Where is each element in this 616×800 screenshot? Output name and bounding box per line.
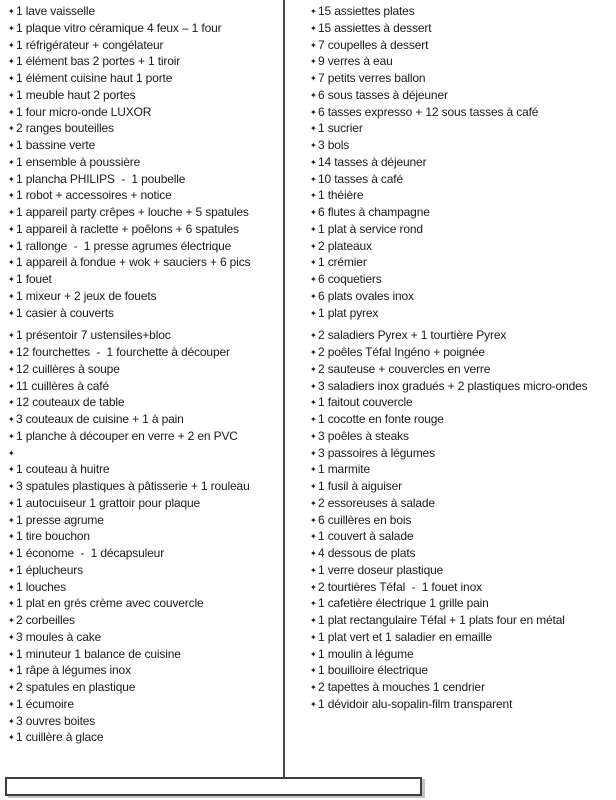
item-text: 1 plat vert et 1 saladier en emaille	[318, 629, 493, 644]
list-item	[310, 662, 612, 679]
item-text: 2 corbeilles	[16, 613, 75, 627]
bullet-icon: ✦	[310, 331, 317, 341]
item-text: 1 verre doseur plastique	[318, 562, 444, 577]
list-item	[8, 629, 280, 646]
inventory-group-appliances	[8, 3, 280, 321]
item-text: 1 presse agrume	[16, 512, 104, 527]
inventory-group-utensils	[8, 327, 280, 746]
list-item	[310, 204, 612, 221]
bullet-icon: ✦	[310, 191, 317, 201]
bullet-icon: ✦	[310, 532, 317, 542]
bullet-icon: ✦	[8, 241, 15, 251]
list-item	[8, 512, 280, 529]
bullet-icon: ✦	[8, 348, 15, 357]
list-item	[8, 478, 280, 495]
bullet-icon: ✦	[310, 448, 317, 458]
list-item	[310, 305, 612, 322]
item-text: 14 tasses à déjeuner	[318, 154, 427, 169]
item-text: 2 tapettes à mouches 1 cendrier	[318, 680, 485, 694]
bullet-icon: ✦	[310, 224, 317, 234]
list-item	[310, 512, 612, 529]
list-item	[8, 70, 280, 87]
bullet-icon: ✦	[310, 308, 317, 318]
item-text: 7 petits verres ballon	[318, 71, 426, 85]
bullet-icon: ✦	[8, 515, 15, 525]
bullet-icon: ✦	[310, 124, 317, 134]
list-item	[8, 679, 280, 696]
list-item	[310, 137, 612, 154]
bullet-icon: ✦	[8, 683, 15, 692]
column-divider	[283, 0, 285, 778]
bullet-icon: ✦	[8, 448, 15, 458]
bullet-icon: ✦	[310, 7, 317, 16]
list-item	[8, 288, 280, 305]
list-item	[310, 461, 612, 478]
bullet-icon: ✦	[8, 733, 15, 743]
bullet-icon: ✦	[8, 74, 15, 83]
list-item	[310, 378, 612, 395]
list-item	[8, 20, 280, 37]
list-item	[310, 344, 612, 361]
bullet-icon: ✦	[310, 364, 317, 374]
list-item	[8, 221, 280, 238]
list-item	[310, 646, 612, 663]
list-item	[310, 545, 612, 562]
list-item	[8, 713, 280, 730]
list-item	[8, 37, 280, 54]
item-text: 1 casier à couverts	[16, 305, 114, 320]
bullet-icon: ✦	[8, 331, 15, 341]
bullet-icon: ✦	[8, 40, 15, 50]
inventory-group-cookware	[310, 327, 612, 712]
bullet-icon: ✦	[310, 666, 317, 676]
item-text: 3 ouvres boites	[16, 713, 96, 728]
item-text: 1 cafetière électrique 1 grille pain	[318, 596, 489, 611]
list-item	[8, 171, 280, 188]
bullet-icon: ✦	[8, 141, 15, 150]
item-text: 6 plats ovales inox	[318, 288, 414, 303]
item-text: 1 théière	[318, 188, 364, 203]
bullet-icon: ✦	[8, 582, 15, 592]
list-item	[310, 288, 612, 305]
item-text: 1 fusil à aiguiser	[318, 479, 403, 493]
bullet-icon: ✦	[8, 275, 15, 284]
list-item	[8, 305, 280, 322]
bullet-icon: ✦	[310, 157, 317, 167]
bullet-icon: ✦	[310, 291, 317, 301]
bullet-icon: ✦	[310, 258, 317, 268]
item-text: 1 élément cuisine haut 1 porte	[16, 71, 173, 85]
item-text: 12 cuillères à soupe	[16, 361, 120, 376]
item-text: 1 sucrier	[318, 121, 363, 136]
item-text: 1 présentoir 7 ustensiles+bloc	[16, 328, 171, 343]
inventory-group-tableware	[310, 3, 612, 321]
item-text: 1 couvert à salade	[318, 529, 414, 544]
bullet-icon: ✦	[8, 308, 15, 318]
list-item	[8, 238, 280, 255]
list-item	[8, 696, 280, 713]
bullet-icon: ✦	[8, 565, 15, 575]
list-item	[310, 528, 612, 545]
empty-footer-box	[5, 777, 422, 796]
list-item	[310, 254, 612, 271]
list-item	[8, 495, 280, 512]
item-text: 1 réfrigérateur + congélateur	[16, 37, 164, 52]
list-item	[8, 327, 280, 344]
bullet-icon: ✦	[310, 649, 317, 659]
item-text: 1 moulin à légume	[318, 646, 414, 661]
item-text: 1 plat rectangulaire Téfal + 1 plats four en métal	[318, 613, 565, 627]
bullet-icon: ✦	[310, 549, 317, 558]
bullet-icon: ✦	[310, 74, 317, 83]
bullet-icon: ✦	[8, 191, 15, 201]
bullet-icon: ✦	[8, 532, 15, 542]
bullet-icon: ✦	[310, 208, 317, 217]
item-text: 1 autocuiseur 1 grattoir pour plaque	[16, 495, 201, 510]
item-text: 1 plat en grés crème avec couvercle	[16, 596, 204, 611]
bullet-icon: ✦	[8, 398, 15, 408]
item-text: 7 coupelles à dessert	[318, 37, 429, 52]
item-text: 2 spatules en plastique	[16, 680, 136, 694]
item-text: 1 marmite	[318, 462, 370, 477]
item-text: 1 bassine verte	[16, 138, 96, 152]
bullet-icon: ✦	[310, 23, 317, 33]
bullet-icon: ✦	[8, 7, 15, 16]
list-item	[8, 104, 280, 121]
list-item	[310, 70, 612, 87]
list-item	[310, 271, 612, 288]
list-item	[8, 562, 280, 579]
list-item	[8, 528, 280, 545]
list-item	[310, 495, 612, 512]
bullet-icon: ✦	[310, 599, 317, 609]
bullet-icon: ✦	[8, 291, 15, 301]
bullet-icon: ✦	[310, 415, 317, 424]
item-text: 1 crémier	[318, 255, 367, 270]
left-column	[8, 3, 280, 746]
item-text: 1 mixeur + 2 jeux de fouets	[16, 288, 157, 303]
bullet-icon: ✦	[310, 241, 317, 251]
item-text: 1 élément bas 2 portes + 1 tiroir	[16, 54, 181, 69]
item-text: 1 tire bouchon	[16, 529, 90, 544]
item-text: 2 plateaux	[318, 238, 372, 253]
item-text: 1 cocotte en fonte rouge	[318, 412, 444, 426]
item-text: 2 essoreuses à salade	[318, 495, 435, 510]
item-text: 2 sauteuse + couvercles en verre	[318, 361, 491, 376]
bullet-icon: ✦	[8, 549, 15, 558]
list-item	[310, 629, 612, 646]
item-text: 3 spatules plastiques à pâtisserie + 1 rouleau	[16, 479, 250, 493]
list-item	[310, 154, 612, 171]
bullet-icon: ✦	[8, 599, 15, 609]
list-item	[310, 478, 612, 495]
item-text: 4 dessous de plats	[318, 546, 416, 560]
item-text: 15 assiettes à dessert	[318, 20, 432, 35]
item-text: 1 économe - 1 décapsuleur	[16, 546, 165, 560]
bullet-icon: ✦	[8, 107, 15, 117]
bullet-icon: ✦	[8, 157, 15, 167]
list-item	[310, 37, 612, 54]
item-text: 1 minuteur 1 balance de cuisine	[16, 646, 181, 661]
list-item	[310, 171, 612, 188]
bullet-icon: ✦	[310, 275, 317, 284]
bullet-icon: ✦	[8, 632, 15, 642]
item-text: 12 fourchettes - 1 fourchette à découper	[16, 345, 230, 359]
bullet-icon: ✦	[8, 224, 15, 234]
list-item	[310, 238, 612, 255]
item-text: 6 sous tasses à déjeuner	[318, 87, 448, 102]
item-text: 1 plat pyrex	[318, 305, 379, 320]
bullet-icon: ✦	[8, 699, 15, 709]
list-item	[310, 562, 612, 579]
bullet-icon: ✦	[310, 40, 317, 50]
item-text: 6 flutes à champagne	[318, 205, 430, 219]
item-text: 2 ranges bouteilles	[16, 121, 114, 136]
bullet-icon: ✦	[8, 208, 15, 217]
list-item	[310, 327, 612, 344]
bullet-icon: ✦	[310, 431, 317, 441]
item-text: 1 plaque vitro céramique 4 feux – 1 four	[16, 20, 222, 35]
list-item	[310, 696, 612, 713]
list-item	[8, 445, 280, 462]
list-item	[8, 187, 280, 204]
item-text: 9 verres à eau	[318, 54, 393, 69]
item-text: 1 râpe à légumes inox	[16, 663, 131, 678]
list-item	[310, 394, 612, 411]
item-text: 1 plancha PHILIPS - 1 poubelle	[16, 171, 186, 186]
list-item	[8, 271, 280, 288]
list-item	[8, 646, 280, 663]
item-text: 1 four micro-onde LUXOR	[16, 104, 152, 119]
bullet-icon: ✦	[8, 431, 15, 441]
item-text: 1 robot + accessoires + notice	[16, 188, 172, 203]
item-text: 6 tasses expresso + 12 sous tasses à café	[318, 104, 539, 119]
list-item	[8, 361, 280, 378]
bullet-icon: ✦	[310, 482, 317, 491]
bullet-icon: ✦	[310, 632, 317, 642]
item-text: 1 couteau à huitre	[16, 462, 110, 477]
list-item	[8, 428, 280, 445]
bullet-icon: ✦	[8, 716, 15, 726]
list-item	[8, 394, 280, 411]
list-item	[310, 428, 612, 445]
bullet-icon: ✦	[310, 616, 317, 625]
bullet-icon: ✦	[8, 174, 15, 184]
bullet-icon: ✦	[8, 666, 15, 676]
list-item	[310, 679, 612, 696]
bullet-icon: ✦	[310, 699, 317, 709]
list-item	[8, 579, 280, 596]
list-item	[8, 137, 280, 154]
list-item	[310, 120, 612, 137]
list-item	[8, 612, 280, 629]
bullet-icon: ✦	[8, 465, 15, 475]
item-text: 3 bols	[318, 138, 350, 152]
item-text: 1 dévidoir alu-sopalin-film transparent	[318, 696, 513, 711]
bullet-icon: ✦	[8, 124, 15, 134]
bullet-icon: ✦	[8, 364, 15, 374]
item-text: 1 plat à service rond	[318, 221, 423, 236]
list-item	[8, 729, 280, 746]
bullet-icon: ✦	[8, 57, 15, 67]
right-column	[310, 3, 612, 713]
bullet-icon: ✦	[310, 57, 317, 67]
bullet-icon: ✦	[8, 616, 15, 625]
list-item	[8, 3, 280, 20]
item-text: 1 lave vaisselle	[16, 4, 95, 18]
item-text: 12 couteaux de table	[16, 395, 125, 410]
list-item	[8, 545, 280, 562]
item-text: 1 appareil à raclette + poêlons + 6 spatules	[16, 221, 239, 236]
item-text: 3 passoires à légumes	[318, 445, 435, 460]
item-text: 1 fouet	[16, 272, 52, 286]
list-item	[310, 87, 612, 104]
list-item	[8, 595, 280, 612]
list-item	[310, 104, 612, 121]
item-text: 1 cuillère à glace	[16, 730, 104, 745]
list-item	[8, 662, 280, 679]
item-text: 1 écumoire	[16, 696, 74, 711]
item-text: 10 tasses à café	[318, 171, 403, 186]
bullet-icon: ✦	[310, 582, 317, 592]
item-text: 15 assiettes plates	[318, 4, 415, 18]
list-item	[8, 87, 280, 104]
bullet-icon: ✦	[8, 258, 15, 268]
bullet-icon: ✦	[8, 415, 15, 424]
list-item	[310, 221, 612, 238]
item-text: 3 poêles à steaks	[318, 428, 409, 443]
list-item	[8, 344, 280, 361]
list-item	[8, 204, 280, 221]
list-item	[8, 120, 280, 137]
bullet-icon: ✦	[310, 398, 317, 408]
list-item	[310, 361, 612, 378]
list-item	[310, 445, 612, 462]
item-text: 11 cuillères à café	[16, 378, 109, 393]
item-text: 2 tourtières Téfal - 1 fouet inox	[318, 579, 482, 594]
item-text: 1 meuble haut 2 portes	[16, 87, 136, 102]
bullet-icon: ✦	[8, 649, 15, 659]
bullet-icon: ✦	[310, 465, 317, 475]
list-item	[310, 187, 612, 204]
bullet-icon: ✦	[8, 23, 15, 33]
item-text: 6 coquetiers	[318, 272, 382, 286]
bullet-icon: ✦	[310, 90, 317, 100]
item-text: 2 poêles Téfal Ingéno + poignée	[318, 345, 485, 359]
list-item	[310, 53, 612, 70]
list-item	[310, 411, 612, 428]
bullet-icon: ✦	[310, 141, 317, 150]
item-text: 1 ensemble à poussière	[16, 154, 141, 169]
item-text: 1 planche à découper en verre + 2 en PVC	[16, 428, 238, 443]
item-text: 2 saladiers Pyrex + 1 tourtière Pyrex	[318, 328, 507, 343]
item-text: 1 éplucheurs	[16, 562, 83, 577]
bullet-icon: ✦	[310, 515, 317, 525]
list-item	[310, 595, 612, 612]
item-text: 1 faitout couvercle	[318, 395, 413, 410]
bullet-icon: ✦	[310, 498, 317, 508]
bullet-icon: ✦	[8, 482, 15, 491]
bullet-icon: ✦	[8, 381, 15, 391]
bullet-icon: ✦	[8, 498, 15, 508]
item-text: 1 bouilloire électrique	[318, 663, 428, 678]
bullet-icon: ✦	[310, 381, 317, 391]
bullet-icon: ✦	[310, 348, 317, 357]
item-text: 6 cuillères en bois	[318, 512, 412, 527]
list-item	[8, 461, 280, 478]
list-item	[8, 378, 280, 395]
item-text: 3 saladiers inox gradués + 2 plastiques micro-ondes	[318, 378, 588, 393]
list-item	[310, 20, 612, 37]
bullet-icon: ✦	[310, 565, 317, 575]
list-item	[8, 254, 280, 271]
bullet-icon: ✦	[310, 107, 317, 117]
list-item	[310, 612, 612, 629]
item-text: 1 rallonge - 1 presse agrumes électrique	[16, 238, 232, 253]
item-text: 1 louches	[16, 579, 67, 594]
bullet-icon: ✦	[310, 683, 317, 692]
bullet-icon: ✦	[8, 90, 15, 100]
list-item	[8, 154, 280, 171]
item-text: 3 moules à cake	[16, 629, 102, 644]
bullet-icon: ✦	[310, 174, 317, 184]
list-item	[8, 411, 280, 428]
list-item	[310, 3, 612, 20]
item-text: 1 appareil party crêpes + louche + 5 spatules	[16, 205, 249, 219]
item-text: 1 appareil à fondue + wok + sauciers + 6 pics	[16, 255, 251, 270]
list-item	[310, 579, 612, 596]
list-item	[8, 53, 280, 70]
item-text: 3 couteaux de cuisine + 1 à pain	[16, 412, 184, 426]
